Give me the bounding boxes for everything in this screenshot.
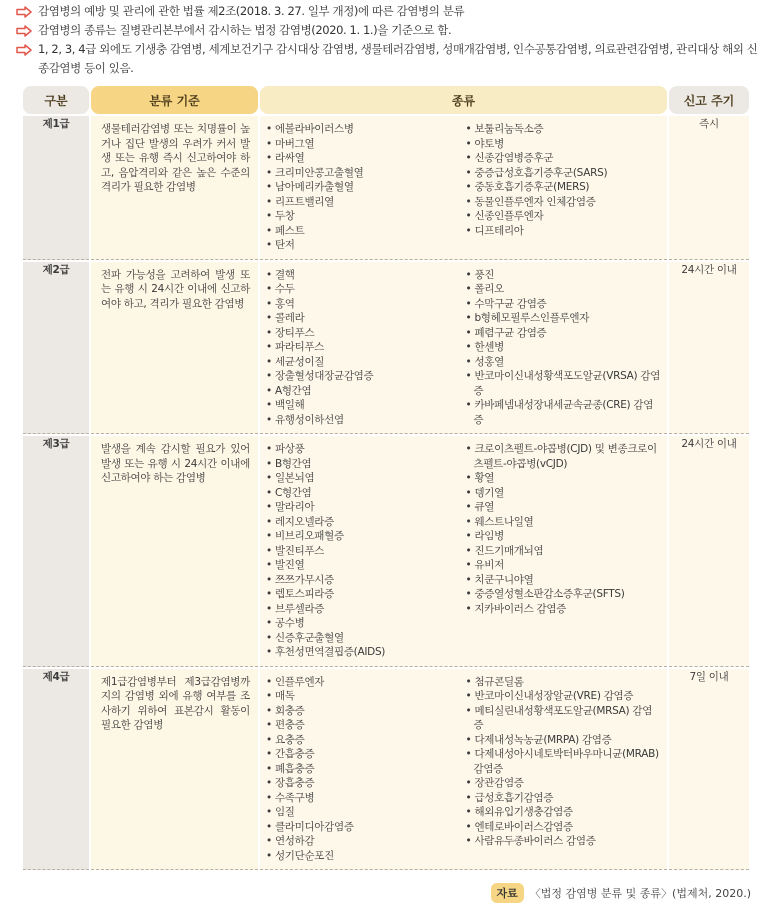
disease-item: • 풍진 xyxy=(466,268,662,283)
disease-item: • 렙토스피라증 xyxy=(266,587,462,602)
arrow-right-icon xyxy=(16,2,38,21)
types-list-right xyxy=(466,675,662,864)
criteria-cell: 생물테러감염병 또는 치명률이 높거나 집단 발생의 우려가 커서 발생 또는 유행 즉시 신고하여야 하고, 음압격리와 같은 높은 수준의 격리가 필요한 감염병 xyxy=(91,116,258,260)
note-item xyxy=(16,21,761,40)
notes xyxy=(16,2,761,78)
arrow-right-icon xyxy=(16,40,38,59)
disease-item: • 보툴리눔독소증 xyxy=(466,122,662,137)
disease-item: • 성홍열 xyxy=(466,355,662,370)
disease-item: • 말라리아 xyxy=(266,500,462,515)
note-text: 감염병의 종류는 질병관리본부에서 감시하는 법정 감염병(2020. 1. 1.)을 기준으로 함. xyxy=(38,23,452,37)
disease-item: • 결핵 xyxy=(266,268,462,283)
disease-item: • 라싸열 xyxy=(266,151,462,166)
disease-item: • 카바페넴내성장내세균속균종(CRE) 감염증 xyxy=(466,398,662,427)
disease-item: • 신종인플루엔자 xyxy=(466,209,662,224)
disease-item: • C형간염 xyxy=(266,486,462,501)
disease-item: • 비브리오패혈증 xyxy=(266,529,462,544)
table-row xyxy=(23,669,749,871)
disease-item: • 발진열 xyxy=(266,558,462,573)
grade-cell: 제3급 xyxy=(23,436,89,667)
disease-item: • 레지오넬라증 xyxy=(266,515,462,530)
disease-item: • 지카바이러스 감염증 xyxy=(466,602,662,617)
disease-item: • 장출혈성대장균감염증 xyxy=(266,369,462,384)
disease-item: • 남아메리카출혈열 xyxy=(266,180,462,195)
disease-item: • 야토병 xyxy=(466,137,662,152)
disease-item: • 에볼라바이러스병 xyxy=(266,122,462,137)
grade-cell: 제4급 xyxy=(23,669,89,871)
source-tag: 자료 xyxy=(491,883,524,903)
disease-item: • 첨규콘딜롬 xyxy=(466,675,662,690)
types-cell xyxy=(260,262,667,435)
disease-item: • 동물인플루엔자 인체감염증 xyxy=(466,195,662,210)
disease-item: • 홍역 xyxy=(266,297,462,312)
disease-item: • 간흡충증 xyxy=(266,747,462,762)
disease-item: • 신증후군출혈열 xyxy=(266,631,462,646)
disease-item: • 진드기매개뇌염 xyxy=(466,544,662,559)
disease-item: • 뎅기열 xyxy=(466,486,662,501)
types-list-right xyxy=(466,442,662,660)
disease-item: • 수막구균 감염증 xyxy=(466,297,662,312)
infectious-disease-table xyxy=(21,86,751,870)
table-row xyxy=(23,116,749,260)
disease-item: • 파상풍 xyxy=(266,442,462,457)
disease-item: • 해외유입기생충감염증 xyxy=(466,805,662,820)
disease-item: • 폐렴구균 감염증 xyxy=(466,326,662,341)
disease-item: • 폴리오 xyxy=(466,282,662,297)
disease-item: • 수족구병 xyxy=(266,791,462,806)
disease-item: • 클라미디아감염증 xyxy=(266,820,462,835)
disease-item: • 임질 xyxy=(266,805,462,820)
header-grade: 구분 xyxy=(23,86,89,114)
criteria-cell: 발생을 계속 감시할 필요가 있어 발생 또는 유행 시 24시간 이내에 신고하여야 하는 감염병 xyxy=(91,436,258,667)
grade-cell: 제1급 xyxy=(23,116,89,260)
cycle-cell: 24시간 이내 xyxy=(669,262,749,435)
note-item xyxy=(16,2,761,21)
note-text: 1, 2, 3, 4급 외에도 기생충 감염병, 세계보건기구 감시대상 감염병, 생물테러감염병, 성매개감염병, 인수공통감염병, 의료관련감염병, 관리대상 해외 신종감염병 등이 있음. xyxy=(38,42,758,75)
disease-item: • 브루셀라증 xyxy=(266,602,462,617)
header-cycle: 신고 주기 xyxy=(669,86,749,114)
disease-item: • 반코마이신내성황색포도알균(VRSA) 감염증 xyxy=(466,369,662,398)
disease-item: • 발진티푸스 xyxy=(266,544,462,559)
types-list-left xyxy=(266,675,462,864)
disease-item: • 공수병 xyxy=(266,616,462,631)
disease-item: • 황열 xyxy=(466,471,662,486)
disease-item: • 장관감염증 xyxy=(466,776,662,791)
disease-item: • 급성호흡기감염증 xyxy=(466,791,662,806)
criteria-cell: 제1급감염병부터 제3급감염병까지의 감염병 외에 유행 여부를 조사하기 위하여 표본감시 활동이 필요한 감염병 xyxy=(91,669,258,871)
note-item xyxy=(16,40,761,78)
disease-item: • 다제내성녹농균(MRPA) 감염증 xyxy=(466,733,662,748)
disease-item: • A형간염 xyxy=(266,384,462,399)
disease-item: • 요충증 xyxy=(266,733,462,748)
cycle-cell: 즉시 xyxy=(669,116,749,260)
criteria-cell: 전파 가능성을 고려하여 발생 또는 유행 시 24시간 이내에 신고하여야 하고, 격리가 필요한 감염병 xyxy=(91,262,258,435)
disease-item: • 중동호흡기증후군(MERS) xyxy=(466,180,662,195)
disease-item: • 인플루엔자 xyxy=(266,675,462,690)
cycle-cell: 24시간 이내 xyxy=(669,436,749,667)
cycle-cell: 7일 이내 xyxy=(669,669,749,871)
disease-item: • 웨스트나일열 xyxy=(466,515,662,530)
disease-item: • 치쿤구니야열 xyxy=(466,573,662,588)
source-text: 〈법정 감염병 분류 및 종류〉(법제처, 2020.) xyxy=(529,887,751,900)
disease-item: • 크로이츠펠트-야콥병(CJD) 및 변종크로이츠펠트-야콥병(vCJD) xyxy=(466,442,662,471)
disease-item: • 회충증 xyxy=(266,704,462,719)
disease-item: • 후천성면역결핍증(AIDS) xyxy=(266,645,462,660)
disease-item: • 한센병 xyxy=(466,340,662,355)
disease-item: • 사람유두종바이러스 감염증 xyxy=(466,834,662,849)
header-types: 종류 xyxy=(260,86,667,114)
disease-item: • 유비저 xyxy=(466,558,662,573)
disease-item: • 리프트밸리열 xyxy=(266,195,462,210)
disease-item: • 라임병 xyxy=(466,529,662,544)
types-list-left xyxy=(266,442,462,660)
disease-item: • 콜레라 xyxy=(266,311,462,326)
arrow-right-icon xyxy=(16,21,38,40)
disease-item: • 엔테로바이러스감염증 xyxy=(466,820,662,835)
disease-item: • 유행성이하선염 xyxy=(266,413,462,428)
types-list-left xyxy=(266,122,462,253)
types-cell xyxy=(260,116,667,260)
table-row xyxy=(23,262,749,435)
header-criteria: 분류 기준 xyxy=(91,86,258,114)
disease-item: • b형헤모필루스인플루엔자 xyxy=(466,311,662,326)
disease-item: • 수두 xyxy=(266,282,462,297)
table-row xyxy=(23,436,749,667)
types-list-right xyxy=(466,122,662,253)
disease-item: • 세균성이질 xyxy=(266,355,462,370)
types-cell xyxy=(260,669,667,871)
disease-item: • 매독 xyxy=(266,689,462,704)
disease-item: • 디프테리아 xyxy=(466,224,662,239)
disease-item: • 쯔쯔가무시증 xyxy=(266,573,462,588)
disease-item: • 중증급성호흡기증후군(SARS) xyxy=(466,166,662,181)
note-text: 감염병의 예방 및 관리에 관한 법률 제2조(2018. 3. 27. 일부 개정)에 따른 감염병의 분류 xyxy=(38,4,465,18)
disease-item: • 중증열성혈소판감소증후군(SFTS) xyxy=(466,587,662,602)
disease-item: • 파라티푸스 xyxy=(266,340,462,355)
disease-item: • 큐열 xyxy=(466,500,662,515)
disease-item: • 메티실린내성황색포도알균(MRSA) 감염증 xyxy=(466,704,662,733)
disease-item: • 반코마이신내성장알균(VRE) 감염증 xyxy=(466,689,662,704)
disease-item: • 다제내성아시네토박터바우마니균(MRAB) 감염증 xyxy=(466,747,662,776)
disease-item: • 편충증 xyxy=(266,718,462,733)
disease-item: • 백일해 xyxy=(266,398,462,413)
types-list-left xyxy=(266,268,462,428)
disease-item: • 연성하감 xyxy=(266,834,462,849)
disease-item: • 크리미안콩고출혈열 xyxy=(266,166,462,181)
disease-item: • 장티푸스 xyxy=(266,326,462,341)
disease-item: • B형간염 xyxy=(266,457,462,472)
grade-cell: 제2급 xyxy=(23,262,89,435)
types-cell xyxy=(260,436,667,667)
disease-item: • 신종감염병증후군 xyxy=(466,151,662,166)
disease-item: • 두창 xyxy=(266,209,462,224)
disease-item: • 폐흡충증 xyxy=(266,762,462,777)
disease-item: • 성기단순포진 xyxy=(266,849,462,864)
disease-item: • 마버그열 xyxy=(266,137,462,152)
disease-item: • 탄저 xyxy=(266,238,462,253)
disease-item: • 페스트 xyxy=(266,224,462,239)
disease-item: • 장흡충증 xyxy=(266,776,462,791)
source-caption xyxy=(491,883,751,903)
disease-item: • 일본뇌염 xyxy=(266,471,462,486)
types-list-right xyxy=(466,268,662,428)
